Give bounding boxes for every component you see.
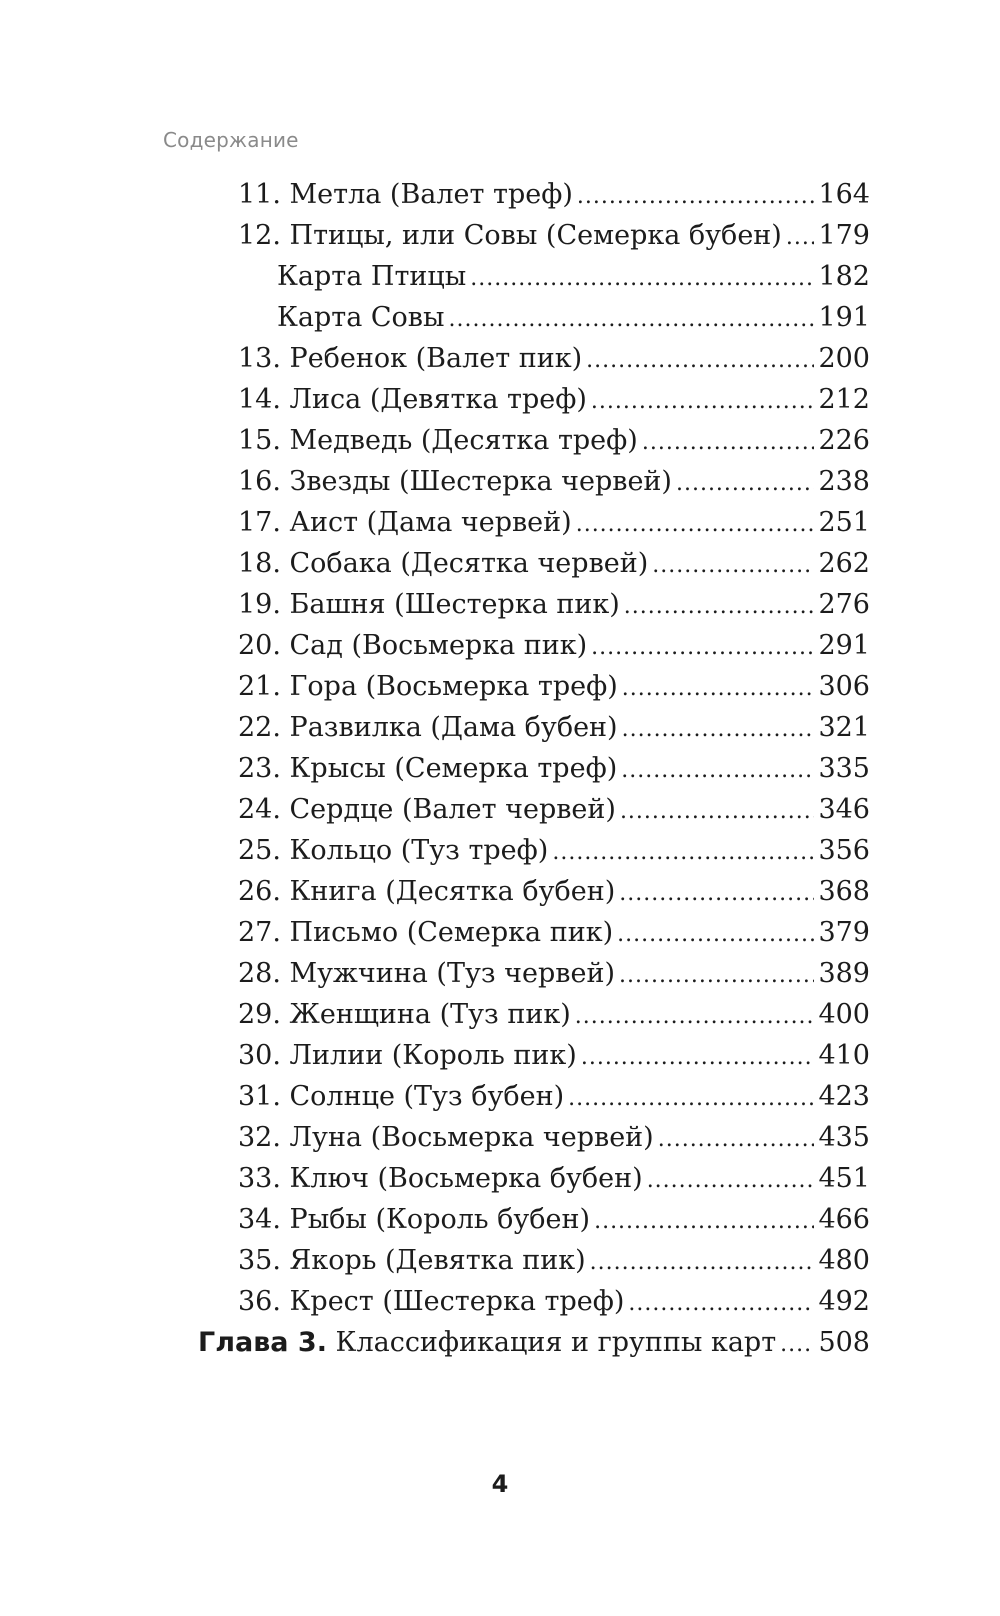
toc-entry-page: 480 (818, 1245, 870, 1276)
dot-leader (590, 1242, 815, 1284)
toc-entry-label: 32. Луна (Восьмерка червей) (238, 1122, 654, 1153)
toc-entry-page: 466 (818, 1204, 870, 1235)
toc-entry-page: 389 (818, 958, 870, 989)
toc-entry-page: 423 (818, 1081, 870, 1112)
toc-entry-label: 30. Лилии (Король пик) (238, 1040, 577, 1071)
toc-entry-page: 238 (818, 466, 870, 497)
toc-entry (238, 707, 870, 749)
toc-entry-label: 27. Письмо (Семерка пик) (238, 917, 614, 948)
toc-entry (238, 338, 870, 380)
toc-entry-page: 508 (818, 1327, 870, 1358)
toc-entry-page: 164 (818, 179, 870, 210)
toc-entry-label: 28. Мужчина (Туз червей) (238, 958, 615, 989)
dot-leader (647, 1160, 815, 1202)
running-head: Содержание (163, 128, 299, 152)
dot-leader (786, 217, 815, 259)
toc-entry-page: 226 (818, 425, 870, 456)
dot-leader (620, 791, 815, 833)
toc-entry (238, 789, 870, 831)
toc-entry (238, 379, 870, 421)
dot-leader (577, 176, 815, 218)
toc-entry (238, 1117, 870, 1159)
toc-entry (238, 994, 870, 1036)
toc-entry-label: 25. Кольцо (Туз треф) (238, 835, 549, 866)
toc-entry-page: 435 (818, 1122, 870, 1153)
dot-leader (652, 545, 814, 587)
toc-entry (238, 1199, 870, 1241)
toc-entry-page: 321 (818, 712, 870, 743)
toc-entry (238, 215, 870, 257)
toc-entry (238, 584, 870, 626)
dot-leader (470, 258, 814, 300)
toc-entry (238, 666, 870, 708)
toc-entry (238, 625, 870, 667)
toc-entry-label: 24. Сердце (Валет червей) (238, 794, 616, 825)
toc-entry-page: 276 (818, 589, 870, 620)
dot-leader (594, 1201, 814, 1243)
dot-leader (621, 750, 814, 792)
toc-entry (238, 420, 870, 462)
toc-entry-page: 451 (818, 1163, 870, 1194)
toc-entry (238, 871, 870, 913)
toc-entry-label: 31. Солнце (Туз бубен) (238, 1081, 565, 1112)
toc-entry-page: 212 (818, 384, 870, 415)
toc-chapter-label (198, 1322, 776, 1364)
toc-entry-page: 291 (818, 630, 870, 661)
toc-entry (238, 461, 870, 503)
toc-entry-label: 11. Метла (Валет треф) (238, 179, 573, 210)
dot-leader (619, 873, 814, 915)
toc-entry (238, 953, 870, 995)
toc-entry-label: 34. Рыбы (Король бубен) (238, 1204, 591, 1235)
dot-leader (622, 668, 815, 710)
toc-entry-page: 356 (818, 835, 870, 866)
dot-leader (591, 627, 814, 669)
toc-entry-label: 14. Лиса (Девятка треф) (238, 384, 587, 415)
toc-subentry (277, 297, 870, 339)
dot-leader (581, 1037, 815, 1079)
toc-entry-page: 262 (818, 548, 870, 579)
toc-entry-label: 16. Звезды (Шестерка червей) (238, 466, 672, 497)
toc-entry (238, 174, 870, 216)
dot-leader (591, 381, 815, 423)
dot-leader (449, 299, 815, 341)
toc-entry-label: 19. Башня (Шестерка пик) (238, 589, 620, 620)
dot-leader (619, 955, 814, 997)
toc-entry (238, 1240, 870, 1282)
toc-entry (238, 543, 870, 585)
toc-entry-page: 182 (818, 261, 870, 292)
toc-entry-page: 191 (818, 302, 870, 333)
dot-leader (617, 914, 814, 956)
toc-entry-label: 12. Птицы, или Совы (Семерка бубен) (238, 220, 782, 251)
toc-entry-label: Карта Птицы (277, 261, 467, 292)
toc-entry-page: 400 (818, 999, 870, 1030)
toc-entry (238, 1158, 870, 1200)
chapter-title: Классификация и группы карт (335, 1327, 777, 1358)
dot-leader (624, 586, 815, 628)
toc-entry (238, 912, 870, 954)
toc-entry-label: 17. Аист (Дама червей) (238, 507, 572, 538)
toc-entry-label: 22. Развилка (Дама бубен) (238, 712, 618, 743)
toc-entry-label: 29. Женщина (Туз пик) (238, 999, 571, 1030)
toc-entry (238, 1076, 870, 1118)
page-number: 4 (491, 1470, 509, 1498)
toc-entry (238, 1035, 870, 1077)
toc-entry-label: 18. Собака (Десятка червей) (238, 548, 649, 579)
toc-entry-label: 23. Крысы (Семерка треф) (238, 753, 618, 784)
toc-subentry (277, 256, 870, 298)
toc-entry-page: 379 (818, 917, 870, 948)
toc-entry-label: 13. Ребенок (Валет пик) (238, 343, 583, 374)
toc-entry-label: 26. Книга (Десятка бубен) (238, 876, 616, 907)
dot-leader (676, 463, 814, 505)
dot-leader (642, 422, 815, 464)
toc-entry-page: 179 (818, 220, 870, 251)
toc-chapter-entry (198, 1322, 870, 1364)
toc-entry (238, 502, 870, 544)
toc-entry-label: 33. Ключ (Восьмерка бубен) (238, 1163, 643, 1194)
dot-leader (575, 996, 815, 1038)
dot-leader (780, 1324, 814, 1366)
toc-entry-label: 20. Сад (Восьмерка пик) (238, 630, 588, 661)
toc-entry-page: 200 (818, 343, 870, 374)
toc-entry-page: 251 (818, 507, 870, 538)
toc-entry-page: 306 (818, 671, 870, 702)
dot-leader (576, 504, 815, 546)
dot-leader (622, 709, 815, 751)
dot-leader (552, 832, 814, 874)
toc-entry-label: 35. Якорь (Девятка пик) (238, 1245, 586, 1276)
dot-leader (568, 1078, 814, 1120)
toc-entry-label: 21. Гора (Восьмерка треф) (238, 671, 618, 702)
toc-entry (238, 830, 870, 872)
toc-entry-label: Карта Совы (277, 302, 445, 333)
toc-entry-label: 36. Крест (Шестерка треф) (238, 1286, 625, 1317)
dot-leader (628, 1283, 814, 1325)
toc-entry-page: 346 (818, 794, 870, 825)
toc-entry (238, 1281, 870, 1323)
toc-entry (238, 748, 870, 790)
toc-entry-label: 15. Медведь (Десятка треф) (238, 425, 638, 456)
toc-entry-page: 368 (818, 876, 870, 907)
toc-entry-page: 492 (818, 1286, 870, 1317)
chapter-prefix: Глава 3. (198, 1327, 327, 1358)
toc-entry-page: 410 (818, 1040, 870, 1071)
toc-entry-page: 335 (818, 753, 870, 784)
dot-leader (658, 1119, 815, 1161)
dot-leader (586, 340, 814, 382)
